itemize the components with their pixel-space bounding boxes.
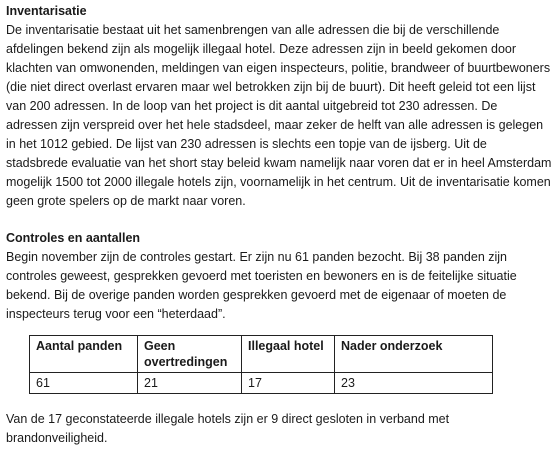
table-cell: 61	[30, 373, 138, 394]
closing-paragraph: Van de 17 geconstateerde illegale hotels zijn er 9 direct gesloten in verband met brandonveiligheid.	[6, 412, 450, 445]
table-header-cell: Geen overtredingen	[138, 336, 242, 373]
table-header-cell: Illegaal hotel	[242, 336, 335, 373]
table-header-row	[30, 336, 493, 373]
document-page	[6, 2, 552, 448]
section-heading-inventarisatie: Inventarisatie	[6, 4, 87, 18]
paragraph-inventarisatie: De inventarisatie bestaat uit het samenbrengen van alle adressen die bij de verschillende afdelingen bekend zijn als mogelijk illegaal hotel. Deze adressen zijn in beeld gekomen door klachten van omwonenden, meldingen van eigen inspecteurs, politie, brandweer of buurtbewoners (die niet direct overlast ervaren maar wel betrokken zijn bij de buurt). Dit heeft geleid tot een lijst van 200 adressen. In de loop van het project is dit aantal uitgebreid tot 230 adressen. De adressen zijn verspreid over het hele stadsdeel, maar zeker de helft van alle adressen is gelegen in het 1012 gebied. De lijst van 230 adressen is slechts een topje van de ijsberg. Uit de stadsbrede evaluatie van het short stay beleid kwam namelijk naar voren dat er in heel Amsterdam mogelijk 1500 tot 2000 illegale hotels zijn, voornamelijk in het centrum. Uit de inventarisatie komen geen grote spelers op de markt naar voren.	[6, 23, 552, 208]
table-cell: 23	[335, 373, 493, 394]
table-header-cell: Nader onderzoek	[335, 336, 493, 373]
table-row	[30, 373, 493, 394]
section-inventarisatie	[6, 2, 552, 211]
counts-table	[29, 335, 493, 394]
section-heading-controles: Controles en aantallen	[6, 231, 141, 245]
paragraph-controles: Begin november zijn de controles gestart. Er zijn nu 61 panden bezocht. Bij 38 panden zijn controles geweest, gesprekken gevoerd met toeristen en bewoners en is de feitelijke situatie bekend. Bij de overige panden worden gesprekken gevoerd met de eigenaar of moeten de inspecteurs terug voor een “heterdaad”.	[6, 250, 517, 321]
table-cell: 17	[242, 373, 335, 394]
section-controles	[6, 229, 552, 324]
counts-table-wrapper	[29, 335, 552, 394]
table-cell: 21	[138, 373, 242, 394]
table-header-cell: Aantal panden	[30, 336, 138, 373]
